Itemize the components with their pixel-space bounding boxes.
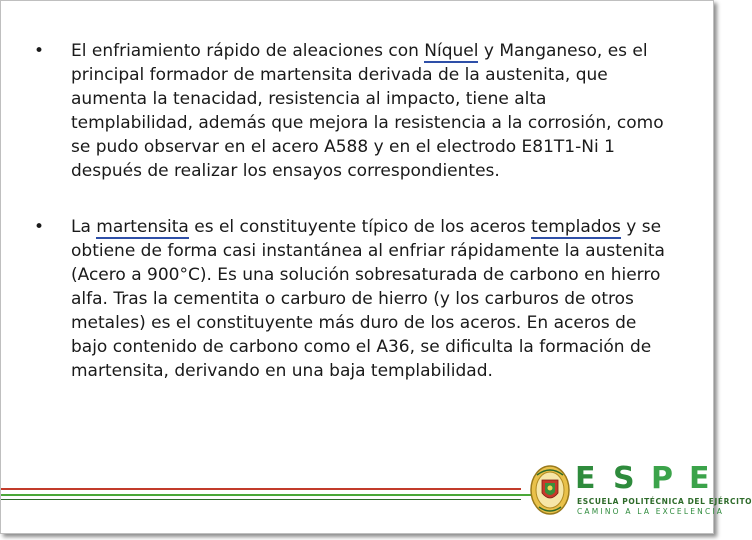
link-templados[interactable]: templados bbox=[531, 217, 621, 237]
logo-letter: S bbox=[613, 461, 635, 496]
bullet-text: y Manganeso, es el principal formador de martensita derivada de la austenita, que aumenta la tenacidad, resistencia al impacto, tiene alta templabilidad, además que mejora la resistencia a la corrosión, como se pudo observar en el acero A588 y en el electrodo E81T1-Ni 1 después de realizar los ensayos correspondientes. bbox=[71, 41, 664, 181]
logo-motto: CAMINO A LA EXCELENCIA bbox=[577, 507, 725, 516]
bullet-text: El enfriamiento rápido de aleaciones con bbox=[71, 41, 425, 61]
link-niquel[interactable]: Níquel bbox=[424, 41, 479, 61]
institution-seal-icon bbox=[529, 463, 571, 517]
footer-line-red bbox=[1, 488, 521, 490]
link-martensita[interactable]: martensita bbox=[96, 217, 189, 237]
footer-line-green bbox=[1, 494, 541, 496]
bullet-item-2 bbox=[29, 215, 669, 383]
footer-line-dark bbox=[1, 499, 521, 500]
logo-letter: E bbox=[575, 461, 596, 496]
espe-logo bbox=[529, 461, 752, 525]
espe-wordmark bbox=[575, 463, 727, 495]
bullet-text: es el constituyente típico de los aceros bbox=[188, 217, 532, 237]
bullet-item-1 bbox=[29, 39, 669, 183]
logo-institution-name: ESCUELA POLITÉCNICA DEL EJÉRCITO bbox=[577, 497, 752, 506]
bullet-marker: • bbox=[33, 217, 45, 237]
bullet-list bbox=[29, 39, 669, 383]
bullet-text: La bbox=[71, 217, 97, 237]
bullet-text: y se obtiene de forma casi instantánea al enfriar rápidamente la austenita (Acero a 900°C). Es una solución sobresaturada de carbono en hierro alfa. Tras la cementita o carburo de hierro (y los carburos de otros metales) es el constituyente más duro de los aceros. En aceros de bajo contenido de carbono como el A36, se dificulta la formación de martensita, derivando en una baja templabilidad. bbox=[71, 217, 665, 381]
bullet-marker: • bbox=[33, 41, 45, 61]
logo-letter: E bbox=[689, 461, 710, 496]
logo-letter: P bbox=[651, 461, 673, 496]
